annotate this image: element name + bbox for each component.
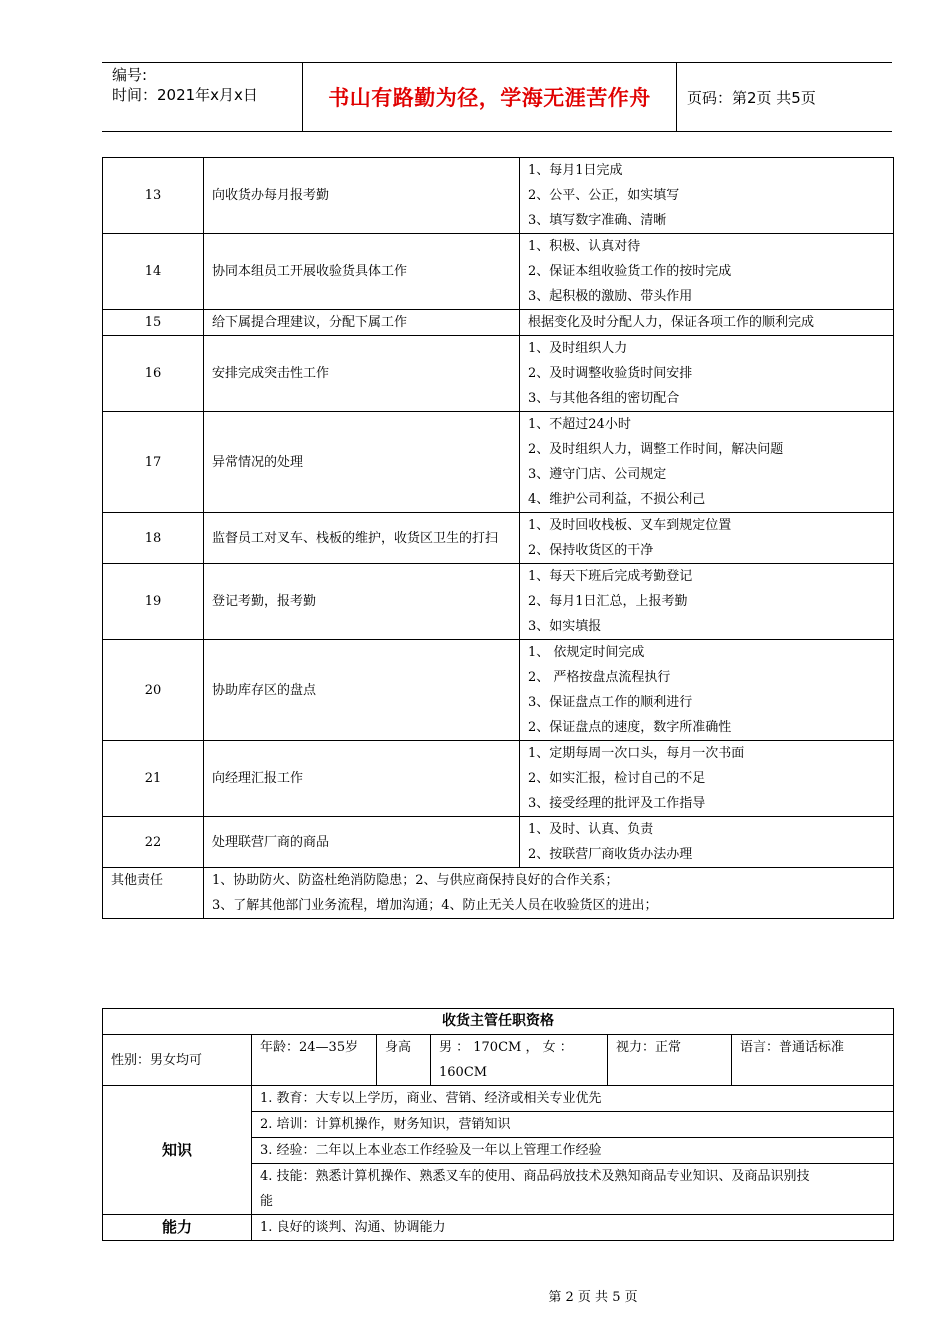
duty-row	[103, 564, 894, 640]
document-number-label: 编号:	[112, 66, 148, 84]
duty-standard-line: 3、如实填报	[528, 619, 602, 634]
duties-table	[102, 157, 894, 919]
height-value-line: 160CM	[439, 1065, 488, 1080]
duty-standard-line: 1、定期每周一次口头，每月一次书面	[528, 746, 745, 761]
duty-standard-line: 1、每天下班后完成考勤登记	[528, 569, 693, 584]
height-label: 身高	[377, 1035, 431, 1086]
duty-row	[103, 513, 894, 564]
duty-number: 13	[103, 158, 204, 234]
duty-task: 向经理汇报工作	[204, 741, 520, 817]
duty-standard-line: 1、每月1日完成	[528, 163, 623, 178]
duty-standard-line: 2、每月1日汇总，上报考勤	[528, 594, 688, 609]
duty-task: 协同本组员工开展收验货具体工作	[204, 234, 520, 310]
duty-standard-line: 3、起积极的激励、带头作用	[528, 289, 693, 304]
duty-standards	[520, 640, 894, 741]
header-meta-cell	[102, 63, 303, 131]
duty-number: 18	[103, 513, 204, 564]
duty-standards	[520, 158, 894, 234]
knowledge-item: 1. 教育：大专以上学历，商业、营销、经济或相关专业优先	[252, 1086, 894, 1112]
duty-standard-line: 2、及时调整收验货时间安排	[528, 366, 693, 381]
duty-standard-line: 3、与其他各组的密切配合	[528, 391, 680, 406]
duty-row	[103, 817, 894, 868]
basic-requirements-row	[103, 1035, 894, 1086]
duty-number: 17	[103, 412, 204, 513]
other-duties-row	[103, 868, 894, 919]
duty-standard-line: 根据变化及时分配人力，保证各项工作的顺利完成	[528, 315, 815, 330]
header-motto: 书山有路勤为径，学海无涯苦作舟	[328, 86, 651, 110]
other-duties-content	[204, 868, 894, 919]
duty-standard-line: 2、按联营厂商收货办法办理	[528, 847, 693, 862]
ability-item: 1. 良好的谈判、沟通、协调能力	[252, 1215, 894, 1241]
qualification-title-row	[103, 1009, 894, 1035]
duty-standard-line: 1、及时回收栈板、叉车到规定位置	[528, 518, 732, 533]
duty-standard-line: 2、保证本组收验货工作的按时完成	[528, 264, 732, 279]
ability-label: 能力	[103, 1215, 252, 1241]
duty-number: 16	[103, 336, 204, 412]
duty-standard-line: 2、如实汇报，检讨自己的不足	[528, 771, 706, 786]
other-duties-line: 3、了解其他部门业务流程，增加沟通；4、防止无关人员在收验货区的进出；	[212, 898, 658, 913]
duty-standard-line: 2、保证盘点的速度，数字所准确性	[528, 720, 732, 735]
duty-standard-line: 2、 严格按盘点流程执行	[528, 670, 671, 685]
duty-number: 15	[103, 310, 204, 336]
duty-standard-line: 2、及时组织人力，调整工作时间，解决问题	[528, 442, 784, 457]
header-page-cell	[677, 63, 892, 131]
duty-standards	[520, 234, 894, 310]
duty-standards	[520, 412, 894, 513]
height-requirement	[431, 1035, 608, 1086]
ability-row	[103, 1215, 894, 1241]
document-time-label: 时间：2021年x月x日	[112, 86, 258, 104]
duty-task: 协助库存区的盘点	[204, 640, 520, 741]
duty-standard-line: 1、不超过24小时	[528, 417, 631, 432]
header-page-label: 页码：第2页 共5页	[687, 88, 816, 107]
duty-standard-line: 1、积极、认真对待	[528, 239, 641, 254]
duty-row	[103, 640, 894, 741]
duty-number: 14	[103, 234, 204, 310]
duty-standard-line: 1、及时、认真、负责	[528, 822, 654, 837]
header-motto-cell	[303, 63, 677, 131]
duty-task: 异常情况的处理	[204, 412, 520, 513]
duty-standards	[520, 336, 894, 412]
duty-task: 登记考勤，报考勤	[204, 564, 520, 640]
knowledge-item: 2. 培训：计算机操作，财务知识，营销知识	[252, 1112, 894, 1138]
duty-number: 22	[103, 817, 204, 868]
duty-standards	[520, 817, 894, 868]
duty-standard-line: 4、维护公司利益，不损公利己	[528, 492, 706, 507]
duty-standard-line: 3、保证盘点工作的顺利进行	[528, 695, 693, 710]
duty-number: 20	[103, 640, 204, 741]
duty-row	[103, 310, 894, 336]
duty-standard-line: 3、遵守门店、公司规定	[528, 467, 667, 482]
knowledge-skill-line: 4. 技能：熟悉计算机操作、熟悉叉车的使用、商品码放技术及熟知商品专业知识、及商品识别技	[260, 1169, 810, 1184]
duty-task: 向收货办每月报考勤	[204, 158, 520, 234]
document-header	[102, 62, 892, 132]
language-requirement: 语言：普通话标准	[732, 1035, 894, 1086]
qualification-title: 收货主管任职资格	[103, 1009, 894, 1035]
duty-number: 19	[103, 564, 204, 640]
gender-requirement: 性别：男女均可	[103, 1035, 252, 1086]
vision-requirement: 视力：正常	[608, 1035, 732, 1086]
footer-page-number: 第 2 页 共 5 页	[548, 1290, 638, 1305]
knowledge-label: 知识	[103, 1086, 252, 1215]
duty-standards	[520, 310, 894, 336]
duty-standards	[520, 741, 894, 817]
duty-standard-line: 1、 依规定时间完成	[528, 645, 645, 660]
duty-row	[103, 741, 894, 817]
duty-standard-line: 3、填写数字准确、清晰	[528, 213, 667, 228]
duty-standard-line: 2、保持收货区的干净	[528, 543, 654, 558]
knowledge-skill-line: 能	[260, 1194, 274, 1209]
qualification-table	[102, 1008, 894, 1241]
duty-task: 监督员工对叉车、栈板的维护，收货区卫生的打扫	[204, 513, 520, 564]
knowledge-item	[252, 1164, 894, 1215]
knowledge-row	[103, 1086, 894, 1112]
duty-standard-line: 2、公平、公正，如实填写	[528, 188, 680, 203]
other-duties-line: 1、协助防火、防盗杜绝消防隐患；2、与供应商保持良好的合作关系；	[212, 873, 619, 888]
duty-task: 处理联营厂商的商品	[204, 817, 520, 868]
age-requirement: 年龄：24—35岁	[252, 1035, 377, 1086]
duty-row	[103, 412, 894, 513]
duty-standards	[520, 564, 894, 640]
knowledge-item: 3. 经验：二年以上本业态工作经验及一年以上管理工作经验	[252, 1138, 894, 1164]
duty-row	[103, 234, 894, 310]
duty-number: 21	[103, 741, 204, 817]
duty-task: 安排完成突击性工作	[204, 336, 520, 412]
page-footer	[0, 1286, 950, 1305]
duty-row	[103, 336, 894, 412]
other-duties-label: 其他责任	[103, 868, 204, 919]
duty-standards	[520, 513, 894, 564]
duty-row	[103, 158, 894, 234]
duty-task: 给下属提合理建议，分配下属工作	[204, 310, 520, 336]
duty-standard-line: 1、及时组织人力	[528, 341, 628, 356]
height-value-line: 男 ： 170CM ， 女 ：	[439, 1040, 573, 1055]
duty-standard-line: 3、接受经理的批评及工作指导	[528, 796, 706, 811]
